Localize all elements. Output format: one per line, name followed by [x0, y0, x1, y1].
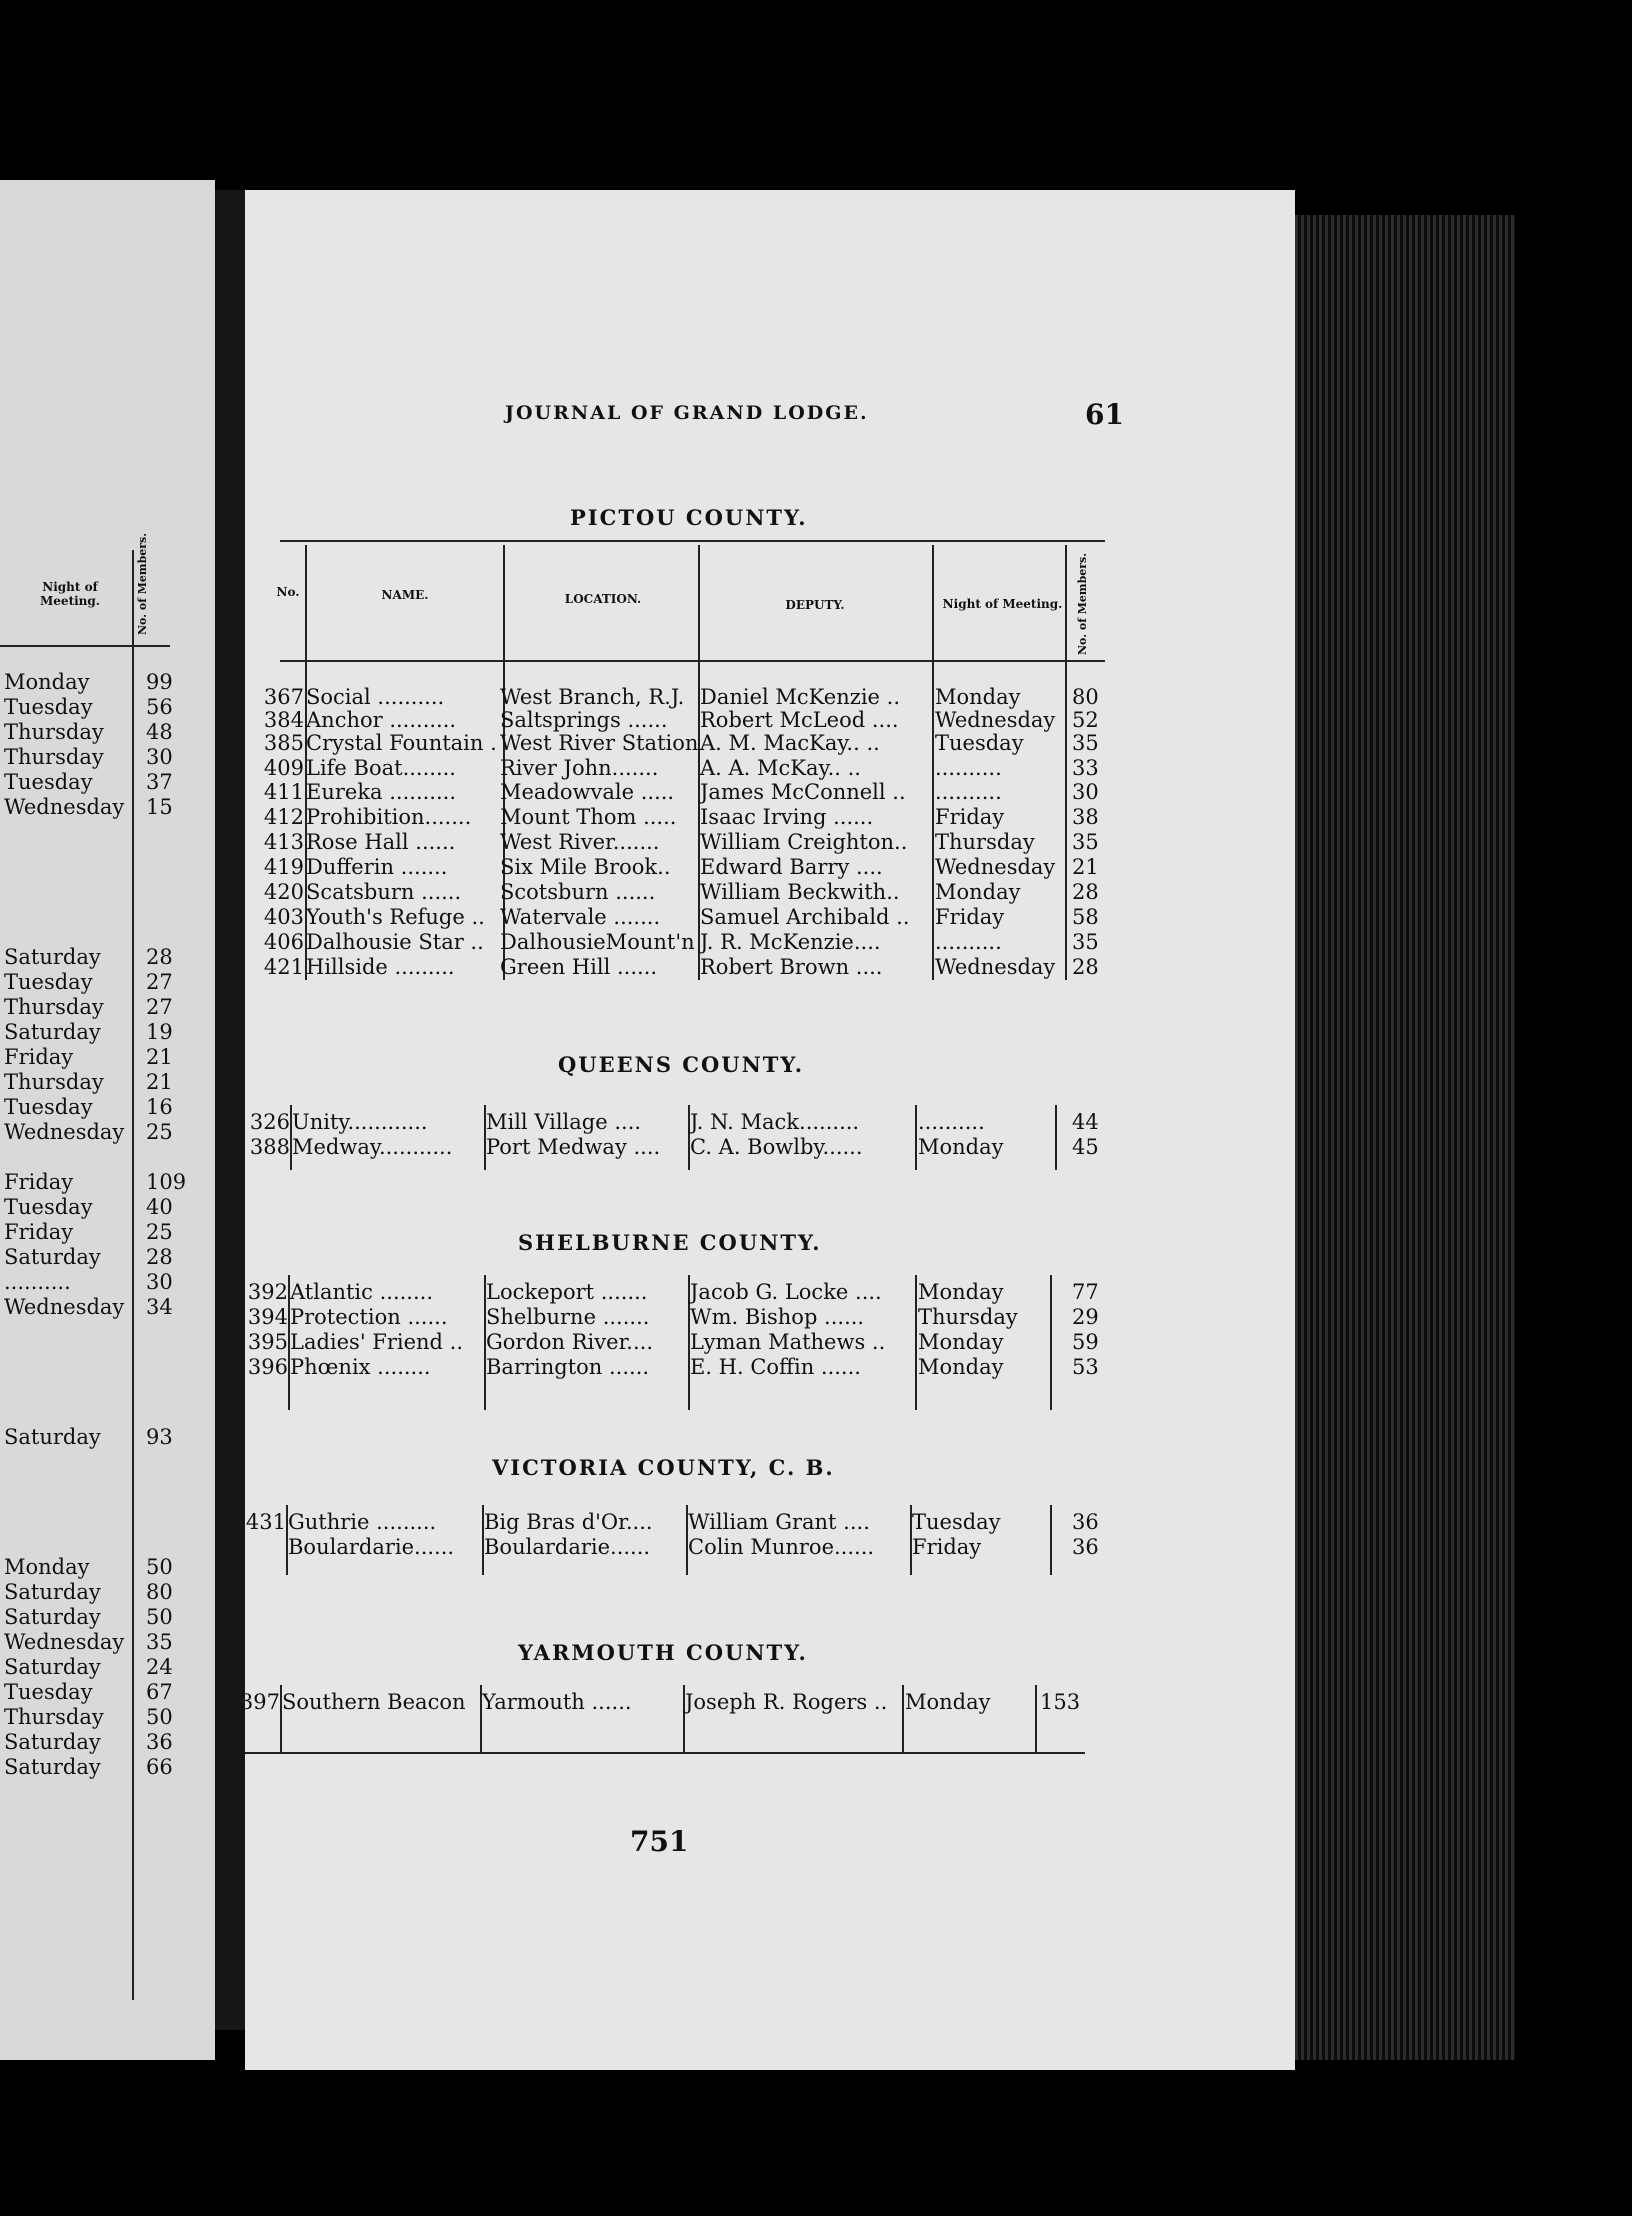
left-members: 21 — [146, 1070, 173, 1094]
lodge-name: Prohibition....... — [306, 805, 472, 829]
header-night: Night of Meeting. — [942, 597, 1063, 611]
lodge-deputy: William Creighton.. — [700, 830, 908, 854]
lodge-night: Monday — [918, 1355, 1004, 1379]
left-table-row — [4, 1070, 173, 1095]
lodge-name: Rose Hall ...... — [306, 830, 456, 854]
county-title: VICTORIA COUNTY, C. B. — [492, 1455, 835, 1480]
table-row — [0, 830, 1632, 855]
lodge-members: 35 — [1072, 930, 1099, 954]
lodge-location: Green Hill ...... — [500, 955, 658, 979]
lodge-deputy: Joseph R. Rogers .. — [685, 1690, 888, 1714]
left-members: 99 — [146, 670, 173, 694]
lodge-members: 30 — [1072, 780, 1099, 804]
lodge-members: 28 — [1072, 880, 1099, 904]
lodge-members: 21 — [1072, 855, 1099, 879]
lodge-night: Wednesday — [935, 855, 1056, 879]
left-members: 48 — [146, 720, 173, 744]
lodge-night: Thursday — [918, 1305, 1018, 1329]
lodge-deputy: J. N. Mack......... — [690, 1110, 860, 1134]
left-night: Saturday — [4, 1655, 101, 1679]
county-title: QUEENS COUNTY. — [558, 1052, 805, 1077]
lodge-location: Port Medway .... — [486, 1135, 661, 1159]
left-night: Monday — [4, 670, 90, 694]
lodge-number: 403 — [263, 905, 304, 929]
lodge-deputy: J. R. McKenzie.... — [700, 930, 881, 954]
lodge-members: 36 — [1072, 1535, 1099, 1559]
lodge-name: Protection ...... — [290, 1305, 448, 1329]
lodge-name: Ladies' Friend .. — [290, 1330, 464, 1354]
lodge-name: Eureka .......... — [306, 780, 456, 804]
table-bottom-rule — [245, 1752, 1085, 1754]
lodge-location: Shelburne ....... — [486, 1305, 650, 1329]
left-night: Friday — [4, 1045, 74, 1069]
lodge-night: Wednesday — [935, 955, 1056, 979]
left-night: .......... — [4, 1270, 71, 1294]
left-header-night: Night of Meeting. — [40, 580, 100, 608]
lodge-number: 411 — [263, 780, 304, 804]
left-night: Tuesday — [4, 970, 93, 994]
table-row — [0, 1690, 1632, 1715]
table-row — [0, 708, 1632, 733]
lodge-night: Monday — [905, 1690, 991, 1714]
lodge-deputy: James McConnell .. — [700, 780, 906, 804]
left-table-row — [4, 1220, 173, 1245]
header-name: NAME. — [381, 588, 429, 602]
left-night: Wednesday — [4, 1630, 125, 1654]
folio-number: 751 — [630, 1825, 689, 1858]
lodge-deputy: Jacob G. Locke .... — [690, 1280, 882, 1304]
lodge-name: Youth's Refuge .. — [306, 905, 485, 929]
lodge-members: 53 — [1072, 1355, 1099, 1379]
lodge-name: Guthrie ......... — [288, 1510, 437, 1534]
lodge-location: Scotsburn ...... — [500, 880, 656, 904]
lodge-members: 35 — [1072, 731, 1099, 755]
lodge-members: 80 — [1072, 685, 1099, 709]
left-night: Thursday — [4, 1705, 104, 1729]
lodge-members: 77 — [1072, 1280, 1099, 1304]
lodge-number: 385 — [263, 731, 304, 755]
left-night: Friday — [4, 1170, 74, 1194]
left-members: 66 — [146, 1755, 173, 1779]
left-members: 93 — [146, 1425, 173, 1449]
lodge-name: Dalhousie Star .. — [306, 930, 484, 954]
left-night: Saturday — [4, 945, 101, 969]
left-night: Saturday — [4, 1580, 101, 1604]
lodge-location: Saltsprings ...... — [500, 708, 668, 732]
table-row — [0, 1135, 1632, 1160]
lodge-night: .......... — [935, 930, 1002, 954]
left-header-rule — [0, 645, 170, 647]
left-members: 25 — [146, 1220, 173, 1244]
left-members: 27 — [146, 970, 173, 994]
left-table-row — [4, 1170, 187, 1195]
lodge-deputy: E. H. Coffin ...... — [690, 1355, 861, 1379]
lodge-location: Meadowvale ..... — [500, 780, 675, 804]
lodge-location: DalhousieMount'n — [500, 930, 695, 954]
lodge-night: Friday — [912, 1535, 982, 1559]
lodge-night: Tuesday — [935, 731, 1024, 755]
left-members: 109 — [146, 1170, 187, 1194]
lodge-members: 33 — [1072, 756, 1099, 780]
lodge-location: Six Mile Brook.. — [500, 855, 671, 879]
left-table-row — [4, 1045, 173, 1070]
left-night: Tuesday — [4, 1680, 93, 1704]
lodge-number: 413 — [263, 830, 304, 854]
lodge-number: 412 — [263, 805, 304, 829]
left-table-row — [4, 1655, 173, 1680]
left-night: Wednesday — [4, 1120, 125, 1144]
lodge-location: Lockeport ....... — [486, 1280, 648, 1304]
county-title: YARMOUTH COUNTY. — [518, 1640, 808, 1665]
left-members: 40 — [146, 1195, 173, 1219]
lodge-night: Monday — [918, 1135, 1004, 1159]
lodge-name: Medway........... — [292, 1135, 453, 1159]
lodge-deputy: Lyman Mathews .. — [690, 1330, 886, 1354]
table-row — [0, 955, 1632, 980]
table-row — [0, 1330, 1632, 1355]
lodge-name: Crystal Fountain . — [306, 731, 497, 755]
header-location: LOCATION. — [564, 592, 642, 606]
lodge-location: Yarmouth ...... — [482, 1690, 632, 1714]
table-row — [0, 1280, 1632, 1305]
lodge-members: 52 — [1072, 708, 1099, 732]
lodge-name: Life Boat........ — [306, 756, 456, 780]
lodge-members: 38 — [1072, 805, 1099, 829]
lodge-deputy: A. A. McKay.. .. — [700, 756, 861, 780]
table-header-rule — [280, 660, 1105, 662]
left-members: 21 — [146, 1045, 173, 1069]
lodge-deputy: Robert McLeod .... — [700, 708, 899, 732]
lodge-name: Scatsburn ...... — [306, 880, 462, 904]
lodge-number: 367 — [263, 685, 304, 709]
table-top-rule — [280, 540, 1105, 542]
lodge-location: Mount Thom ..... — [500, 805, 677, 829]
running-head: JOURNAL OF GRAND LODGE. — [505, 402, 869, 424]
left-members: 50 — [146, 1605, 173, 1629]
lodge-location: Watervale ....... — [500, 905, 661, 929]
left-members: 24 — [146, 1655, 173, 1679]
lodge-night: Wednesday — [935, 708, 1056, 732]
lodge-number: 326 — [249, 1110, 290, 1134]
left-table-row — [4, 1730, 173, 1755]
left-table-row — [4, 1755, 173, 1780]
lodge-number: 431 — [245, 1510, 286, 1534]
lodge-deputy: Samuel Archibald .. — [700, 905, 910, 929]
lodge-night: Friday — [935, 905, 1005, 929]
table-row — [0, 905, 1632, 930]
lodge-members: 28 — [1072, 955, 1099, 979]
lodge-members: 35 — [1072, 830, 1099, 854]
left-members: 25 — [146, 1120, 173, 1144]
lodge-deputy: Colin Munroe...... — [688, 1535, 875, 1559]
lodge-deputy: Wm. Bishop ...... — [690, 1305, 865, 1329]
table-row — [0, 1510, 1632, 1535]
table-row — [0, 1110, 1632, 1135]
county-title: SHELBURNE COUNTY. — [518, 1230, 822, 1255]
lodge-night: Monday — [935, 880, 1021, 904]
left-table-row — [4, 995, 173, 1020]
table-row — [0, 855, 1632, 880]
left-members: 28 — [146, 945, 173, 969]
lodge-number: 421 — [263, 955, 304, 979]
left-night: Saturday — [4, 1730, 101, 1754]
lodge-deputy: A. M. MacKay.. .. — [700, 731, 880, 755]
left-night: Tuesday — [4, 695, 93, 719]
lodge-members: 29 — [1072, 1305, 1099, 1329]
left-members: 34 — [146, 1295, 173, 1319]
lodge-night: .......... — [918, 1110, 985, 1134]
lodge-number: 384 — [263, 708, 304, 732]
left-members: 37 — [146, 770, 173, 794]
left-members: 56 — [146, 695, 173, 719]
left-table-row — [4, 1245, 173, 1270]
lodge-night: Monday — [918, 1280, 1004, 1304]
left-night: Thursday — [4, 995, 104, 1019]
left-night: Saturday — [4, 1425, 101, 1449]
left-table-row — [4, 1425, 173, 1450]
lodge-name: Phœnix ........ — [290, 1355, 431, 1379]
lodge-members: 45 — [1072, 1135, 1099, 1159]
table-row — [0, 805, 1632, 830]
left-members: 27 — [146, 995, 173, 1019]
left-night: Tuesday — [4, 1095, 93, 1119]
lodge-deputy: William Grant .... — [688, 1510, 870, 1534]
lodge-name: Anchor .......... — [306, 708, 457, 732]
left-night: Friday — [4, 1220, 74, 1244]
lodge-name: Unity............ — [292, 1110, 428, 1134]
county-title: PICTOU COUNTY. — [570, 505, 808, 530]
lodge-number: 409 — [263, 756, 304, 780]
lodge-number: 396 — [247, 1355, 288, 1379]
lodge-number: 406 — [263, 930, 304, 954]
left-members: 35 — [146, 1630, 173, 1654]
left-members: 19 — [146, 1020, 173, 1044]
lodge-location: Gordon River.... — [486, 1330, 653, 1354]
left-members: 50 — [146, 1555, 173, 1579]
table-row — [0, 1355, 1632, 1380]
left-night: Saturday — [4, 1755, 101, 1779]
left-night: Monday — [4, 1555, 90, 1579]
lodge-name: Hillside ......... — [306, 955, 455, 979]
lodge-night: Tuesday — [912, 1510, 1001, 1534]
lodge-number: 395 — [247, 1330, 288, 1354]
left-night: Saturday — [4, 1020, 101, 1044]
table-row — [0, 880, 1632, 905]
table-row — [0, 1535, 1632, 1560]
lodge-deputy: Robert Brown .... — [700, 955, 883, 979]
lodge-deputy: C. A. Bowlby...... — [690, 1135, 863, 1159]
left-night: Thursday — [4, 745, 104, 769]
lodge-members: 44 — [1072, 1110, 1099, 1134]
lodge-number: 420 — [263, 880, 304, 904]
left-table-row — [4, 1605, 173, 1630]
lodge-number: 392 — [247, 1280, 288, 1304]
lodge-deputy: Isaac Irving ...... — [700, 805, 874, 829]
lodge-number: 388 — [249, 1135, 290, 1159]
left-members: 36 — [146, 1730, 173, 1754]
left-table-row — [4, 1630, 173, 1655]
table-row — [0, 685, 1632, 710]
lodge-members: 36 — [1072, 1510, 1099, 1534]
left-members: 50 — [146, 1705, 173, 1729]
left-members: 30 — [146, 1270, 173, 1294]
header-members: No. of Members. — [1076, 552, 1089, 655]
lodge-location: Boulardarie...... — [484, 1535, 651, 1559]
left-members: 15 — [146, 795, 173, 819]
lodge-name: Boulardarie...... — [288, 1535, 455, 1559]
header-no: No. — [276, 585, 300, 599]
left-night: Wednesday — [4, 1295, 125, 1319]
lodge-number: 419 — [263, 855, 304, 879]
header-deputy: DEPUTY. — [785, 598, 845, 612]
lodge-name: Atlantic ........ — [290, 1280, 433, 1304]
left-night: Saturday — [4, 1245, 101, 1269]
table-row — [0, 930, 1632, 955]
table-row — [0, 1305, 1632, 1330]
lodge-location: West Branch, R.J. — [500, 685, 685, 709]
table-row — [0, 780, 1632, 805]
left-night: Wednesday — [4, 795, 125, 819]
lodge-deputy: Daniel McKenzie .. — [700, 685, 900, 709]
table-row — [0, 756, 1632, 781]
lodge-location: West River....... — [500, 830, 660, 854]
table-row — [0, 731, 1632, 756]
lodge-location: Barrington ...... — [486, 1355, 650, 1379]
lodge-location: West River Station — [500, 731, 699, 755]
left-night: Tuesday — [4, 770, 93, 794]
lodge-members: 58 — [1072, 905, 1099, 929]
left-members: 80 — [146, 1580, 173, 1604]
lodge-night: Thursday — [935, 830, 1035, 854]
lodge-location: Mill Village .... — [486, 1110, 642, 1134]
left-night: Thursday — [4, 720, 104, 744]
lodge-members: 153 — [1040, 1690, 1081, 1714]
lodge-night: Monday — [918, 1330, 1004, 1354]
left-table-row — [4, 1195, 173, 1220]
lodge-night: Friday — [935, 805, 1005, 829]
left-night: Thursday — [4, 1070, 104, 1094]
lodge-members: 59 — [1072, 1330, 1099, 1354]
lodge-name: Social .......... — [306, 685, 445, 709]
lodge-deputy: William Beckwith.. — [700, 880, 900, 904]
left-night: Saturday — [4, 1605, 101, 1629]
lodge-night: .......... — [935, 780, 1002, 804]
lodge-number: 394 — [247, 1305, 288, 1329]
left-members: 16 — [146, 1095, 173, 1119]
lodge-location: River John....... — [500, 756, 659, 780]
lodge-night: Monday — [935, 685, 1021, 709]
left-members: 28 — [146, 1245, 173, 1269]
lodge-name: Dufferin ....... — [306, 855, 448, 879]
lodge-number: 397 — [239, 1690, 280, 1714]
left-header-members: No. of Members. — [136, 532, 149, 635]
left-night: Tuesday — [4, 1195, 93, 1219]
lodge-deputy: Edward Barry .... — [700, 855, 883, 879]
left-table-row — [4, 1580, 173, 1605]
left-members: 30 — [146, 745, 173, 769]
left-table-row — [4, 1020, 173, 1045]
page-number: 61 — [1085, 398, 1124, 431]
lodge-night: .......... — [935, 756, 1002, 780]
left-members: 67 — [146, 1680, 173, 1704]
lodge-name: Southern Beacon — [282, 1690, 466, 1714]
lodge-location: Big Bras d'Or.... — [484, 1510, 653, 1534]
